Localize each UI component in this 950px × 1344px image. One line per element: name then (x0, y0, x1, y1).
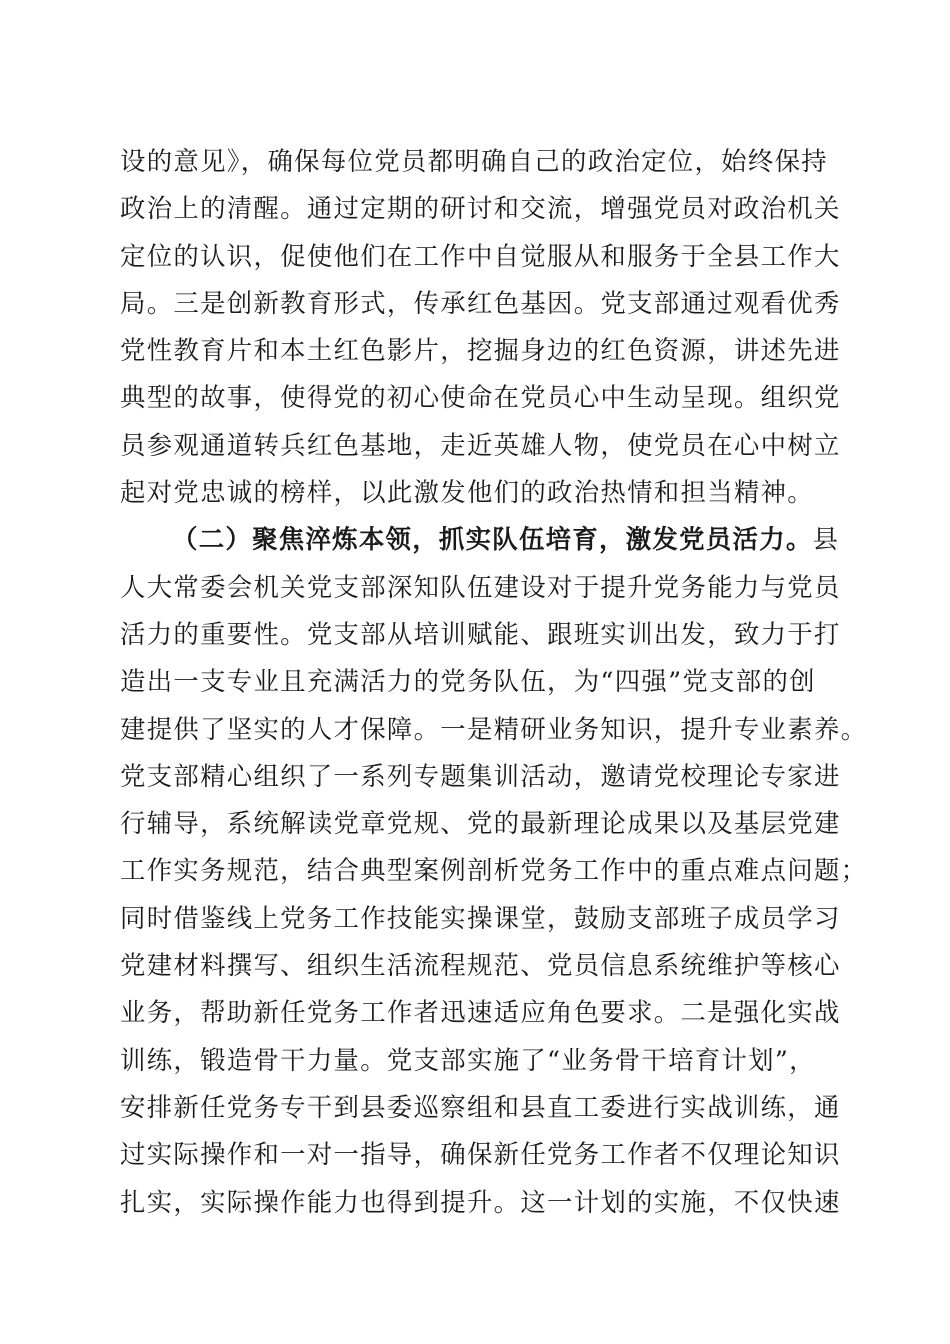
text-line: 员参观通道转兵红色基地，走近英雄人物，使党员在心中树立 (120, 429, 841, 460)
text-line: 行辅导，系统解读党章党规、党的最新理论成果以及基层党建 (120, 808, 841, 839)
text-line: 训练，锻造骨干力量。党支部实施了“业务骨干培育计划”， (120, 1044, 816, 1075)
text-line: 党支部精心组织了一系列专题集训活动，邀请党校理论专家进 (120, 760, 841, 791)
text-line: 党性教育片和本土红色影片，挖掘身边的红色资源，讲述先进 (120, 335, 841, 366)
text-line: 建提供了坚实的人才保障。一是精研业务知识，提升专业素养。 (120, 713, 868, 744)
text-line: 安排新任党务专干到县委巡察组和县直工委进行实战训练，通 (120, 1091, 841, 1122)
section-heading: （二）聚焦淬炼本领，抓实队伍培育，激发党员活力。 (172, 524, 813, 555)
body-text (120, 138, 868, 1226)
text-line: 政治上的清醒。通过定期的研讨和交流，增强党员对政治机关 (120, 193, 841, 224)
text-line: 工作实务规范，结合典型案例剖析党务工作中的重点难点问题； (120, 855, 868, 886)
text-line: 扎实，实际操作能力也得到提升。这一计划的实施，不仅快速 (120, 1186, 841, 1217)
text-line: 人大常委会机关党支部深知队伍建设对于提升党务能力与党员 (120, 571, 841, 602)
text-line: 同时借鉴线上党务工作技能实操课堂，鼓励支部班子成员学习 (120, 902, 841, 933)
text-line: 典型的故事，使得党的初心使命在党员心中生动呈现。组织党 (120, 382, 841, 413)
text-line: 起对党忠诚的榜样，以此激发他们的政治热情和担当精神。 (120, 477, 814, 508)
text-line: 设的意见》，确保每位党员都明确自己的政治定位，始终保持 (120, 146, 828, 176)
text-line: 活力的重要性。党支部从培训赋能、跟班实训出发，致力于打 (120, 618, 841, 649)
section-heading-line (120, 516, 840, 563)
text-line: 业务，帮助新任党务工作者迅速适应角色要求。二是强化实战 (120, 997, 841, 1028)
text-line: 过实际操作和一对一指导，确保新任党务工作者不仅理论知识 (120, 1139, 841, 1170)
text-line: 局。三是创新教育形式，传承红色基因。党支部通过观看优秀 (120, 287, 841, 318)
heading-line-rest: 县 (812, 524, 840, 555)
text-line: 造出一支专业且充满活力的党务队伍，为“四强”党支部的创 (120, 666, 816, 697)
text-line: 党建材料撰写、组织生活流程规范、党员信息系统维护等核心 (120, 950, 841, 981)
text-line: 定位的认识，促使他们在工作中自觉服从和服务于全县工作大 (120, 240, 841, 271)
